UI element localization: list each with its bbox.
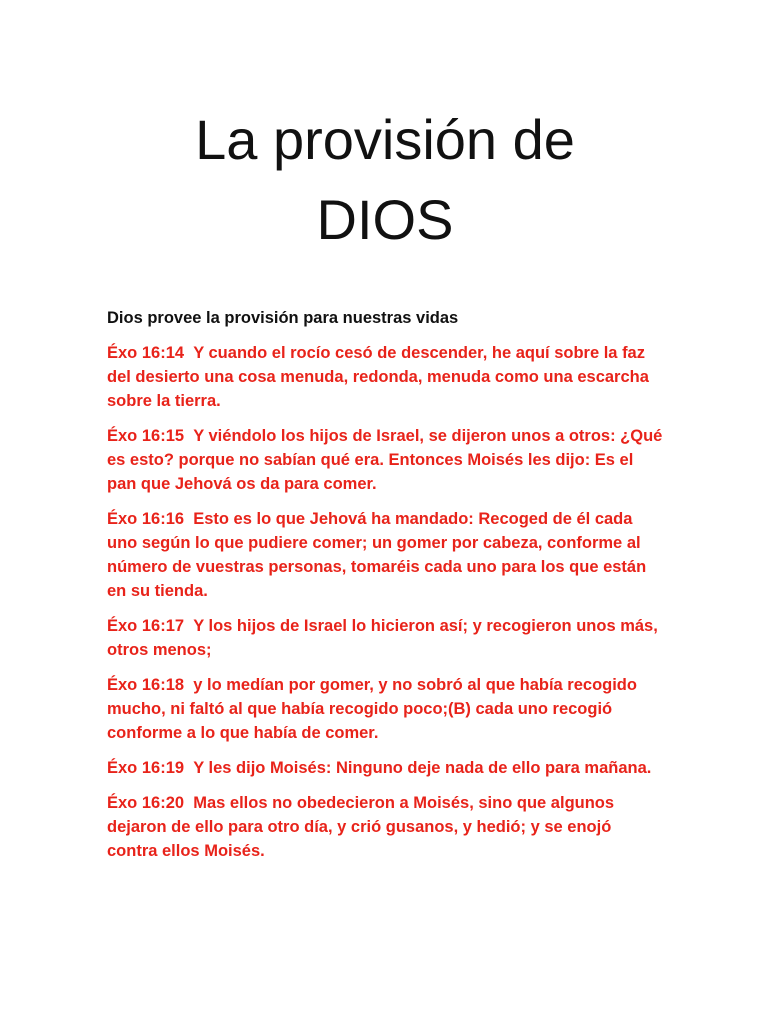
verse-text: Esto es lo que Jehová ha mandado: Recoged de él cada uno según lo que pudiere comer; un gomer por cabeza, conforme al número de vuestras personas, tomaréis cada uno para los que están en su tienda.: [107, 510, 647, 600]
verse-text: Y cuando el rocío cesó de descender, he aquí sobre la faz del desierto una cosa menuda, redonda, menuda como una escarcha sobre la tierra.: [107, 344, 649, 410]
verse-text: Y viéndolo los hijos de Israel, se dijeron unos a otros: ¿Qué es esto? porque no sabían qué era. Entonces Moisés les dijo: Es el pan que Jehová os da para comer.: [107, 427, 663, 493]
verse-reference: Éxo 16:15: [107, 427, 185, 445]
verse-paragraph: [107, 507, 663, 603]
title-line-2: DIOS: [316, 188, 454, 251]
verse-paragraph: [107, 791, 663, 863]
verse-paragraph: [107, 673, 663, 745]
page-title: [107, 0, 663, 260]
verse-paragraph: [107, 424, 663, 496]
verse-reference: Éxo 16:16: [107, 510, 185, 528]
verse-text: y lo medían por gomer, y no sobró al que había recogido mucho, ni faltó al que había recogido poco;(B) cada uno recogió conforme a lo que había de comer.: [107, 676, 637, 742]
verse-reference: Éxo 16:18: [107, 676, 185, 694]
verse-reference: Éxo 16:17: [107, 617, 185, 635]
verse-paragraph: [107, 614, 663, 662]
verse-reference: Éxo 16:19: [107, 759, 185, 777]
verse-list: [107, 341, 663, 863]
verse-text: Mas ellos no obedecieron a Moisés, sino que algunos dejaron de ello para otro día, y crió gusanos, y hedió; y se enojó contra ellos Moisés.: [107, 794, 615, 860]
verse-reference: Éxo 16:14: [107, 344, 185, 362]
verse-text: Y los hijos de Israel lo hicieron así; y recogieron unos más, otros menos;: [107, 617, 658, 659]
verse-paragraph: [107, 756, 663, 780]
subtitle: Dios provee la provisión para nuestras vidas: [107, 309, 459, 327]
verse-text: Y les dijo Moisés: Ninguno deje nada de ello para mañana.: [193, 759, 652, 777]
title-line-1: La provisión de: [195, 108, 575, 171]
verse-reference: Éxo 16:20: [107, 794, 185, 812]
verse-paragraph: [107, 341, 663, 413]
